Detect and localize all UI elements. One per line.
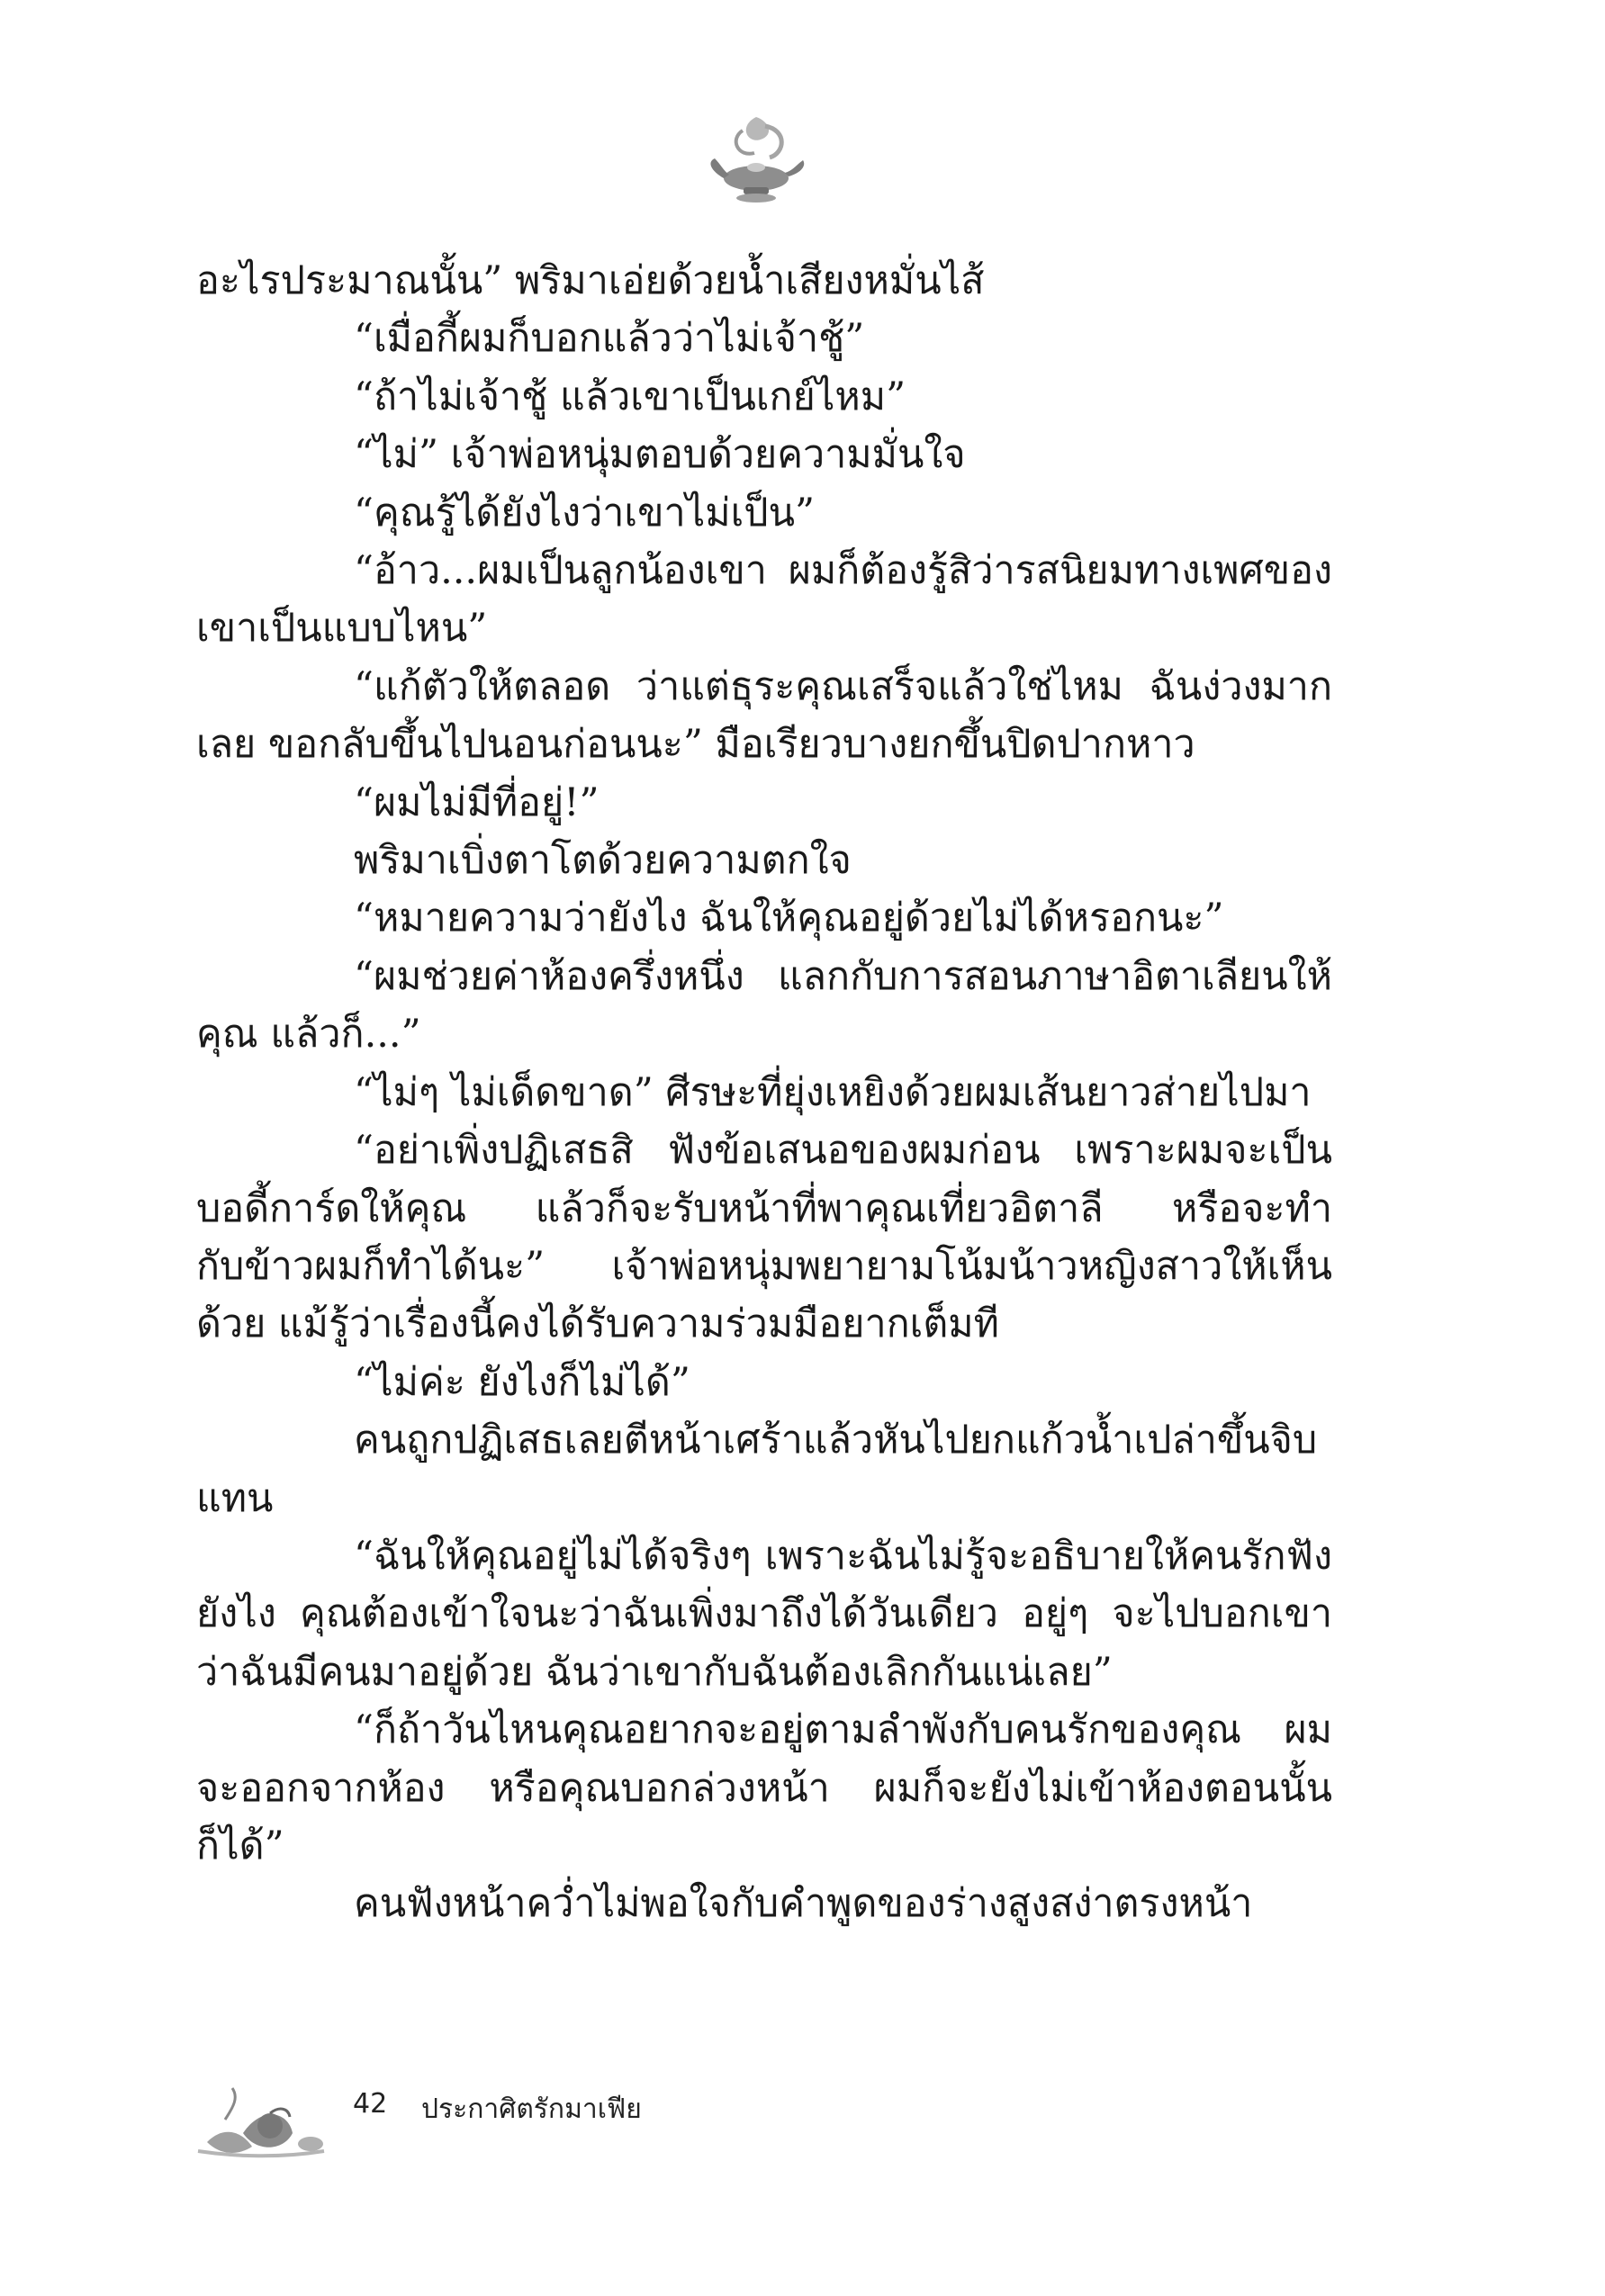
paragraph: “ก็ถ้าวันไหนคุณอยากจะอยู่ตามลำพังกับคนรักของคุณ ผมจะออกจากห้อง หรือคุณบอกล่วงหน้า ผมก็จะยังไม่เข้าห้องตอนนั้นก็ได้”: [196, 1707, 1332, 1868]
paragraph: “เมื่อกี้ผมก็บอกแล้วว่าไม่เจ้าชู้”: [354, 316, 865, 362]
paragraph: “ฉันให้คุณอยู่ไม่ได้จริงๆ เพราะฉันไม่รู้จะอธิบายให้คนรักฟังยังไง คุณต้องเข้าใจนะว่าฉันเพิ่งมาถึงได้วันเดียว อยู่ๆ จะไปบอกเขาว่าฉันมีคนมาอยู่ด้วย ฉันว่าเขากับฉันต้องเลิกกันแน่เลย”: [196, 1533, 1332, 1695]
paragraph: พริมาเบิ่งตาโตด้วยความตกใจ: [354, 838, 852, 884]
paragraph: “ผมช่วยค่าห้องครึ่งหนึ่ง แลกกับการสอนภาษาอิตาเลียนให้คุณ แล้วก็...”: [196, 953, 1332, 1058]
paragraph: อะไรประมาณนั้น” พริมาเอ่ยด้วยน้ำเสียงหมั่นไส้: [196, 258, 985, 303]
paragraph: คนถูกปฏิเสธเลยตีหน้าเศร้าแล้วหันไปยกแก้วน้ำเปล่าขึ้นจิบแทน: [196, 1418, 1318, 1521]
paragraph: “ไม่ๆ ไม่เด็ดขาด” ศีรษะที่ยุ่งเหยิงด้วยผมเส้นยาวส่ายไปมา: [354, 1069, 1312, 1115]
paragraph: “อ้าว...ผมเป็นลูกน้องเขา ผมก็ต้องรู้สิว่ารสนิยมทางเพศของเขาเป็นแบบไหน”: [196, 548, 1332, 652]
body-text: [196, 252, 1332, 1933]
paragraph: “แก้ตัวให้ตลอด ว่าแต่ธุระคุณเสร็จแล้วใช่ไหม ฉันง่วงมากเลย ขอกลับขึ้นไปนอนก่อนนะ” มือเรียวบางยกขึ้นปิดปากหาว: [196, 663, 1332, 768]
paragraph: “ผมไม่มีที่อยู่!”: [354, 779, 600, 825]
book-title: ประกาศิตรักมาเฟีย: [421, 2093, 642, 2125]
paragraph: “ไม่ค่ะ ยังไงก็ไม่ได้”: [354, 1359, 690, 1405]
paragraph: “ถ้าไม่เจ้าชู้ แล้วเขาเป็นเกย์ไหม”: [354, 374, 906, 419]
paragraph: คนฟังหน้าคว่ำไม่พอใจกับคำพูดของร่างสูงสง่าตรงหน้า: [354, 1881, 1253, 1927]
page-number: 42: [353, 2088, 388, 2120]
paragraph: “ไม่” เจ้าพ่อหนุ่มตอบด้วยความมั่นใจ: [354, 432, 966, 478]
paragraph: “หมายความว่ายังไง ฉันให้คุณอยู่ด้วยไม่ได้หรอกนะ”: [354, 896, 1224, 941]
magic-lamp-icon: [702, 108, 810, 216]
paragraph: “อย่าเพิ่งปฏิเสธสิ ฟังข้อเสนอของผมก่อน เพราะผมจะเป็นบอดี้การ์ดให้คุณ แล้วก็จะรับหน้าที่พาคุณเที่ยวอิตาลี หรือจะทำกับข้าวผมก็ทำได้นะ” เจ้าพ่อหนุ่มพยายามโน้มน้าวหญิงสาวให้เห็นด้วย แม้รู้ว่าเรื่องนี้คงได้รับความร่วมมือยากเต็มที: [196, 1128, 1332, 1347]
rose-icon: [189, 2070, 333, 2169]
paragraph: “คุณรู้ได้ยังไงว่าเขาไม่เป็น”: [354, 490, 815, 536]
